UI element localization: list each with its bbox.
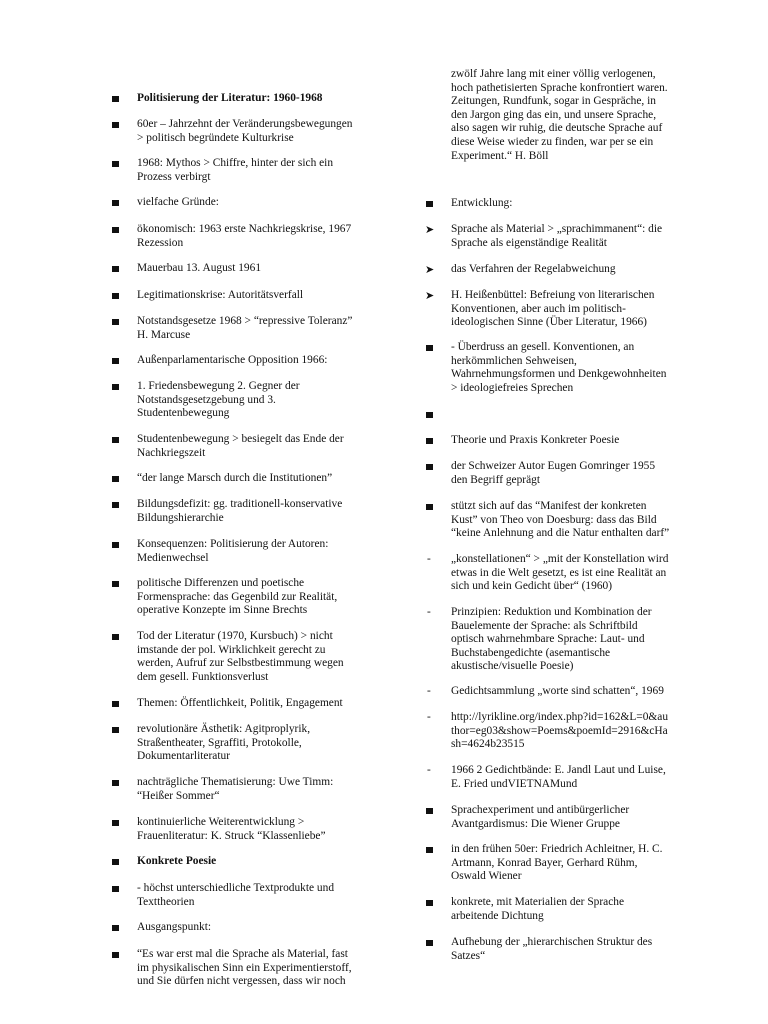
list-item-text: [137, 472, 372, 486]
list-item-text: [137, 433, 372, 460]
square-bullet-icon: [110, 816, 126, 830]
list-item-text: [451, 460, 686, 487]
list-item-text: [137, 157, 372, 184]
list-item: [110, 92, 372, 106]
text-line: der Schweizer Autor Eugen Gomringer 1955: [451, 460, 656, 472]
text-line: Ausgangspunkt:: [137, 921, 212, 933]
text-line: vielfache Gründe:: [137, 196, 219, 208]
list-item: [424, 896, 686, 923]
text-line: Bildungsdefizit: gg. traditionell-konservative: [137, 498, 343, 510]
square-bullet-icon: [424, 460, 440, 474]
square-bullet-icon: [424, 408, 440, 422]
list-item-text: [451, 843, 686, 884]
square-bullet-icon: [110, 921, 126, 935]
text-line: “Heißer Sommer“: [137, 789, 220, 802]
list-item-text: [137, 315, 372, 342]
text-line: Entwicklung:: [451, 197, 513, 209]
square-bullet-icon: [424, 197, 440, 211]
square-bullet-icon: [110, 262, 126, 276]
list-item-text: [137, 118, 372, 145]
text-line: revolutionäre Ästhetik: Agitproplyrik,: [137, 723, 311, 735]
list-item: [424, 341, 686, 395]
text-line: Straßentheater, Sgraffiti, Protokolle,: [137, 736, 302, 749]
list-item: [424, 606, 686, 674]
list-item-text: [137, 921, 372, 935]
square-bullet-icon: [110, 723, 126, 737]
square-bullet-icon: [424, 843, 440, 857]
list-item: [110, 262, 372, 276]
text-line: Rezession: [137, 236, 184, 249]
list-item-text: [137, 223, 372, 250]
text-line: „konstellationen“ > „mit der Konstellation wird: [451, 553, 669, 565]
text-line: Aufhebung der „hierarchischen Struktur des: [451, 936, 653, 948]
dash-bullet-icon: -: [427, 685, 431, 697]
list-item-text: [451, 936, 686, 963]
list-item-text: [137, 380, 372, 421]
text-line: den Jargon ging das ein, und unsere Sprache,: [451, 108, 657, 121]
square-bullet-icon: [424, 341, 440, 355]
text-line: Theorie und Praxis Konkreter Poesie: [451, 434, 620, 446]
list-item: [110, 855, 372, 869]
square-bullet-icon: [110, 118, 126, 132]
square-bullet-icon: [110, 630, 126, 644]
list-item: [424, 460, 686, 487]
list-item: [110, 315, 372, 342]
text-line: E. Fried undVIETNAMund: [451, 777, 578, 790]
arrow-bullet-icon: ➤: [425, 223, 435, 236]
square-bullet-icon: [110, 196, 126, 210]
list-item-text: [451, 263, 686, 277]
list-item: [424, 685, 686, 699]
arrow-bullet-icon: ➤: [425, 263, 435, 276]
text-line: Wahrnehmungsformen und Denkgewohnheiten: [451, 368, 667, 381]
list-item-text: [137, 498, 372, 525]
text-line: Medienwechsel: [137, 551, 209, 564]
text-line: Prinzipien: Reduktion und Kombination der: [451, 606, 652, 618]
list-item: [424, 197, 686, 211]
text-line: > ideologiefreies Sprechen: [451, 381, 574, 394]
list-item: [110, 538, 372, 565]
square-bullet-icon: [424, 896, 440, 910]
square-bullet-icon: [424, 804, 440, 818]
text-line: optisch wahrnehmbare Sprache: Laut- und: [451, 633, 645, 646]
text-line: imstande der pol. Wirklichkeit gerecht zu: [137, 643, 326, 656]
list-item: [424, 289, 686, 330]
list-item: [424, 843, 686, 884]
list-item: [424, 500, 686, 541]
list-item-text: [137, 196, 372, 210]
square-bullet-icon: [110, 157, 126, 171]
text-line: stützt sich auf das “Manifest der konkreten: [451, 500, 647, 512]
text-line: > politisch begründete Kulturkrise: [137, 131, 294, 144]
list-item-text: [451, 341, 686, 395]
list-item-text: [137, 630, 372, 684]
text-line: im physikalischen Sinn ein Experimentierstoff,: [137, 961, 352, 974]
list-item-text: [137, 354, 372, 368]
square-bullet-icon: [424, 434, 440, 448]
text-line: “Es war erst mal die Sprache als Material, fast: [137, 948, 348, 960]
text-line: in den frühen 50er: Friedrich Achleitner, H. C.: [451, 843, 663, 855]
text-line: Themen: Öffentlichkeit, Politik, Engagement: [137, 697, 343, 709]
list-item-text: [137, 855, 372, 869]
text-line: Texttheorien: [137, 895, 195, 908]
text-line: Nachkriegszeit: [137, 446, 206, 459]
square-bullet-icon: [424, 936, 440, 950]
square-bullet-icon: [110, 315, 126, 329]
list-item-text: [137, 538, 372, 565]
text-line: Tod der Literatur (1970, Kursbuch) > nicht: [137, 630, 333, 642]
text-line: arbeitende Dichtung: [451, 909, 544, 922]
dash-bullet-icon: -: [427, 553, 431, 565]
text-line: H. Heißenbüttel: Befreiung von literarischen: [451, 289, 655, 301]
list-item: [110, 697, 372, 711]
dash-bullet-icon: -: [427, 606, 431, 618]
text-line: Sprache als eigenständige Realität: [451, 236, 607, 249]
text-line: kontinuierliche Weiterentwicklung >: [137, 816, 305, 828]
list-item-text: [137, 816, 372, 843]
square-bullet-icon: [110, 472, 126, 486]
square-bullet-icon: [110, 776, 126, 790]
list-item: [424, 263, 686, 277]
text-line: herkömmlichen Sehweisen,: [451, 354, 577, 367]
list-item-text: [451, 68, 686, 163]
list-item-text: [137, 262, 372, 276]
text-line: Studentenbewegung > besiegelt das Ende der: [137, 433, 344, 445]
text-line: Formensprache: das Gegenbild zur Realität,: [137, 590, 338, 603]
list-item-text: [137, 948, 372, 989]
text-line: werden, Aufruf zur Selbstbestimmung wegen: [137, 657, 344, 670]
list-item: [110, 157, 372, 184]
text-line: Studentenbewegung: [137, 407, 230, 420]
list-item-text: [137, 92, 372, 106]
list-item: [110, 354, 372, 368]
text-line: dem gesell. Funktionsverlust: [137, 670, 269, 683]
list-item: [424, 223, 686, 250]
list-item-text: [451, 223, 686, 250]
square-bullet-icon: [110, 538, 126, 552]
list-item-text: [451, 804, 686, 831]
text-line: Konkrete Poesie: [137, 855, 217, 867]
text-line: ökonomisch: 1963 erste Nachkriegskrise, 1967: [137, 223, 352, 235]
list-item-text: [451, 606, 686, 674]
text-line: Experiment.“ H. Böll: [451, 149, 549, 162]
arrow-bullet-icon: ➤: [425, 289, 435, 302]
text-line: Notstandsgesetze 1968 > “repressive Toleranz”: [137, 315, 353, 327]
text-line: 1966 2 Gedichtbände: E. Jandl Laut und Luise,: [451, 764, 666, 776]
list-item: [110, 380, 372, 421]
text-line: Notstandsgesetzgebung und 3.: [137, 393, 276, 406]
list-item: [110, 882, 372, 909]
dash-bullet-icon: -: [427, 711, 431, 723]
text-line: Kust” von Theo von Doesburg: dass das Bild: [451, 513, 657, 526]
list-item: [110, 472, 372, 486]
text-line: also sagen wir ruhig, die deutsche Sprache auf: [451, 122, 663, 135]
list-item: [424, 936, 686, 963]
list-item-text: [451, 197, 686, 211]
text-line: Artmann, Konrad Bayer, Gerhard Rühm,: [451, 856, 638, 869]
text-line: Sprache als Material > „sprachimmanent“: die: [451, 223, 663, 235]
dash-bullet-icon: -: [427, 764, 431, 776]
text-line: operative Konzepte im Sinne Brechts: [137, 604, 308, 617]
square-bullet-icon: [110, 92, 126, 106]
list-item: [424, 68, 686, 163]
list-item: [424, 804, 686, 831]
square-bullet-icon: [110, 697, 126, 711]
list-item: [110, 577, 372, 618]
list-item-text: [137, 776, 372, 803]
square-bullet-icon: [110, 223, 126, 237]
text-line: H. Marcuse: [137, 328, 191, 341]
text-line: Konventionen, aber auch im politisch-: [451, 302, 626, 315]
text-line: Sprachexperiment und antibürgerlicher: [451, 804, 630, 816]
text-line: Mauerbau 13. August 1961: [137, 262, 262, 274]
list-item: [110, 723, 372, 764]
text-line: Satzes“: [451, 949, 486, 962]
text-line: akustische/visuelle Poesie): [451, 660, 574, 673]
text-line: 60er – Jahrzehnt der Veränderungsbewegungen: [137, 118, 353, 130]
text-line: - höchst unterschiedliche Textprodukte und: [137, 882, 335, 894]
list-item-text: [137, 723, 372, 764]
text-line: diese Weise wieder zu finden, war per se ein: [451, 135, 654, 148]
square-bullet-icon: [110, 380, 126, 394]
square-bullet-icon: [110, 882, 126, 896]
list-item: [424, 711, 686, 752]
text-line: Legitimationskrise: Autoritätsverfall: [137, 289, 304, 301]
square-bullet-icon: [110, 354, 126, 368]
list-item: [110, 921, 372, 935]
square-bullet-icon: [424, 500, 440, 514]
square-bullet-icon: [110, 498, 126, 512]
list-item: [110, 776, 372, 803]
text-line: Gedichtsammlung „worte sind schatten“, 1969: [451, 685, 664, 697]
square-bullet-icon: [110, 577, 126, 591]
text-line: Bauelemente der Sprache: als Schriftbild: [451, 619, 638, 632]
text-line: Bildungshierarchie: [137, 511, 224, 524]
text-line: Dokumentarliteratur: [137, 750, 230, 763]
list-item-text: [451, 711, 686, 752]
list-item-text: [451, 434, 686, 448]
list-item: [110, 118, 372, 145]
text-line: Prozess verbirgt: [137, 170, 211, 183]
text-line: Oswald Wiener: [451, 870, 522, 883]
list-item: [424, 764, 686, 791]
text-line: - Überdruss an gesell. Konventionen, an: [451, 341, 635, 353]
list-item-text: [137, 697, 372, 711]
text-line: Außenparlamentarische Opposition 1966:: [137, 354, 328, 366]
text-line: und Sie dürfen nicht vergessen, dass wir noch: [137, 975, 346, 988]
text-line: Avantgardismus: Die Wiener Gruppe: [451, 817, 620, 830]
text-line: 1968: Mythos > Chiffre, hinter der sich ein: [137, 157, 334, 169]
list-item: [110, 289, 372, 303]
list-item: [110, 630, 372, 684]
text-line: den Begriff geprägt: [451, 473, 540, 486]
list-item-text: [137, 577, 372, 618]
text-line: zwölf Jahre lang mit einer völlig verlogenen,: [451, 68, 656, 80]
list-item-text: [451, 685, 686, 699]
list-item-text: [451, 764, 686, 791]
text-line: 1. Friedensbewegung 2. Gegner der: [137, 380, 300, 392]
text-line: ideologischen Sinne (Über Literatur, 1966): [451, 316, 647, 329]
square-bullet-icon: [110, 948, 126, 962]
text-line: Zeitungen, Rundfunk, sogar in Gespräche, in: [451, 95, 656, 108]
list-item-text: [451, 553, 686, 594]
text-line: Konsequenzen: Politisierung der Autoren:: [137, 538, 329, 550]
square-bullet-icon: [110, 855, 126, 869]
list-item: [424, 553, 686, 594]
text-line: das Verfahren der Regelabweichung: [451, 263, 616, 275]
text-line: nachträgliche Thematisierung: Uwe Timm:: [137, 776, 334, 788]
list-item-text: [137, 882, 372, 909]
text-line: konkrete, mit Materialien der Sprache: [451, 896, 625, 908]
list-item: [110, 948, 372, 989]
text-line: politische Differenzen und poetische: [137, 577, 305, 589]
text-line: http://lyrikline.org/index.php?id=162&L=0&au: [451, 711, 669, 723]
text-line: sich und kein Gedicht über“ (1960): [451, 580, 613, 593]
list-item: [110, 498, 372, 525]
text-line: etwas in die Welt gesetzt, es ist eine Realität an: [451, 566, 667, 579]
list-item-text: [451, 896, 686, 923]
text-line: “keine Anlehnung and die Natur enthalten darf”: [451, 527, 670, 540]
text-line: “der lange Marsch durch die Institutionen”: [137, 472, 333, 484]
text-line: thor=eg03&show=Poems&poemId=2916&cHa: [451, 724, 668, 737]
text-line: hoch pathetisierten Sprache konfrontiert waren.: [451, 81, 668, 94]
list-item-text: [451, 289, 686, 330]
list-item: [110, 433, 372, 460]
list-item-text: [137, 289, 372, 303]
text-line: Frauenliteratur: K. Struck “Klassenliebe”: [137, 829, 326, 842]
list-item: [424, 434, 686, 448]
list-item-text: [451, 500, 686, 541]
list-item: [110, 196, 372, 210]
list-item: [110, 223, 372, 250]
text-line: sh=4624b23515: [451, 738, 525, 751]
square-bullet-icon: [110, 289, 126, 303]
list-item: [110, 816, 372, 843]
text-line: Politisierung der Literatur: 1960-1968: [137, 92, 323, 104]
square-bullet-icon: [110, 433, 126, 447]
text-line: Buchstabengedichte (asemantische: [451, 646, 611, 659]
